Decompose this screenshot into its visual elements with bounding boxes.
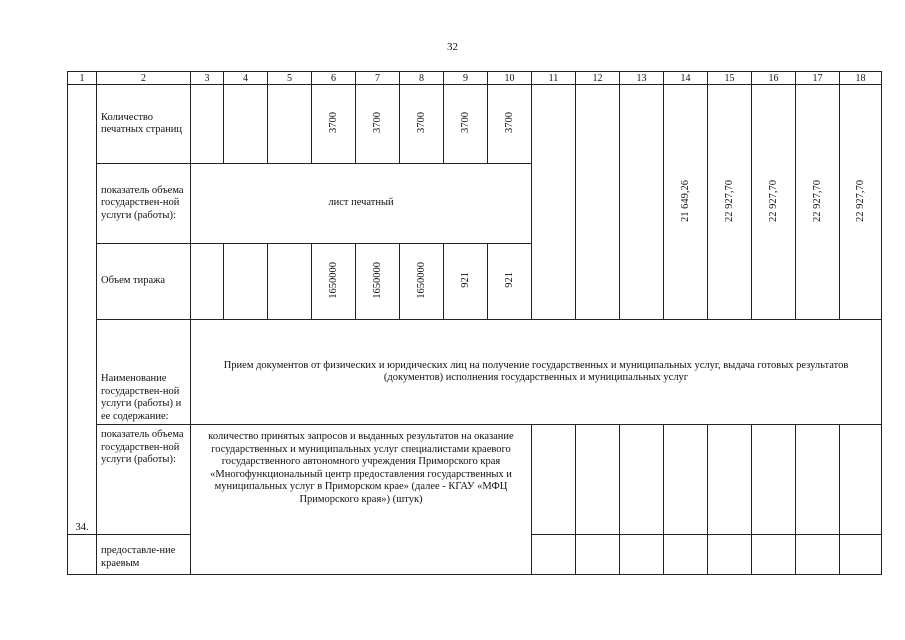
- row-label: Объем тиража: [97, 244, 191, 320]
- col-header: 6: [312, 72, 356, 85]
- table-cell: [840, 85, 882, 320]
- table-cell: [444, 85, 488, 164]
- col-header: 2: [97, 72, 191, 85]
- table-cell: [312, 244, 356, 320]
- table-cell: [708, 425, 752, 535]
- table-cell: [400, 85, 444, 164]
- table-cell: [488, 85, 532, 164]
- col-header: 4: [224, 72, 268, 85]
- table-cell: [268, 85, 312, 164]
- col-header: 15: [708, 72, 752, 85]
- cell-value: 3700: [460, 112, 471, 133]
- cell-value: 1650000: [328, 261, 339, 299]
- cell-value: 1650000: [416, 261, 427, 299]
- table-cell: [796, 425, 840, 535]
- row-label: Количество печатных страниц: [97, 85, 191, 164]
- table-cell: [620, 535, 664, 575]
- col-header: 3: [191, 72, 224, 85]
- col-header: 16: [752, 72, 796, 85]
- table-cell: [444, 244, 488, 320]
- services-table: [67, 71, 882, 575]
- table-cell: [796, 535, 840, 575]
- row-print-pages: [68, 85, 882, 164]
- cell-value: 3700: [504, 112, 515, 133]
- table-cell: [796, 85, 840, 320]
- service-description: Прием документов от физических и юридических лиц на получение государственных и муниципальных услуг, выдача готовых результатов (документов) исполнения государственных и муниципальных услуг: [191, 320, 882, 425]
- table-cell: [708, 85, 752, 320]
- col-header: 13: [620, 72, 664, 85]
- row-label: предоставле-ние краевым: [97, 535, 191, 575]
- cell-value: 22 927,70: [855, 179, 866, 222]
- table-cell: [312, 85, 356, 164]
- table-cell: [488, 244, 532, 320]
- row-volume-indicator-2: [68, 425, 882, 535]
- cell-value: 921: [504, 272, 515, 288]
- table-cell: [268, 244, 312, 320]
- cell-value: 22 927,70: [724, 179, 735, 222]
- table-cell: [356, 85, 400, 164]
- header-row: [68, 72, 882, 85]
- table-cell: [576, 535, 620, 575]
- col-header: 11: [532, 72, 576, 85]
- table-cell: [532, 425, 576, 535]
- table-cell: [191, 85, 224, 164]
- col-header: 8: [400, 72, 444, 85]
- table-cell: [532, 535, 576, 575]
- table-cell: [356, 244, 400, 320]
- col-header: 18: [840, 72, 882, 85]
- indicator-description: количество принятых запросов и выданных результатов на оказание государственных и муниципальных услуг специалистами краевого государственного автономного учреждения Приморского края «Многофункциональный центр предоставления государственных и муниципальных услуг в Приморском крае» (далее - КГАУ «МФЦ Приморского края») (штук): [191, 425, 532, 575]
- cell-value: 22 927,70: [768, 179, 779, 222]
- page-number: 32: [447, 41, 458, 53]
- table-cell: [664, 425, 708, 535]
- cell-value: 3700: [328, 112, 339, 133]
- table-cell: [752, 535, 796, 575]
- row-label: Наименование государствен-ной услуги (работы) и ее содержание:: [97, 320, 191, 425]
- table-cell: [840, 425, 882, 535]
- table-cell: [840, 535, 882, 575]
- table-cell: [532, 85, 576, 320]
- table-cell: [191, 244, 224, 320]
- row-item-34: [68, 320, 882, 425]
- col-header: 17: [796, 72, 840, 85]
- table-cell: [576, 425, 620, 535]
- cell-value: 21 649,26: [680, 179, 691, 222]
- row-label: показатель объема государствен-ной услуги (работы):: [97, 164, 191, 244]
- unit-cell: лист печатный: [191, 164, 532, 244]
- table-cell: [68, 535, 97, 575]
- table-cell: [752, 425, 796, 535]
- table-cell: [708, 535, 752, 575]
- table-cell: [664, 535, 708, 575]
- col-header: 5: [268, 72, 312, 85]
- table-cell: [224, 85, 268, 164]
- table-cell: [620, 85, 664, 320]
- col-header: 9: [444, 72, 488, 85]
- table-cell: [620, 425, 664, 535]
- cell-value: 3700: [372, 112, 383, 133]
- cell-value: 22 927,70: [812, 179, 823, 222]
- row-label: показатель объема государствен-ной услуги (работы):: [97, 425, 191, 535]
- cell-value: 3700: [416, 112, 427, 133]
- col-header: 1: [68, 72, 97, 85]
- col-header: 12: [576, 72, 620, 85]
- cell-value: 921: [460, 272, 471, 288]
- cell-value: 1650000: [372, 261, 383, 299]
- col-header: 7: [356, 72, 400, 85]
- col-header: 14: [664, 72, 708, 85]
- row-number-34: 34.: [68, 85, 97, 535]
- table-cell: [752, 85, 796, 320]
- table-cell: [224, 244, 268, 320]
- table-cell: [576, 85, 620, 320]
- table-cell: [664, 85, 708, 320]
- col-header: 10: [488, 72, 532, 85]
- table-cell: [400, 244, 444, 320]
